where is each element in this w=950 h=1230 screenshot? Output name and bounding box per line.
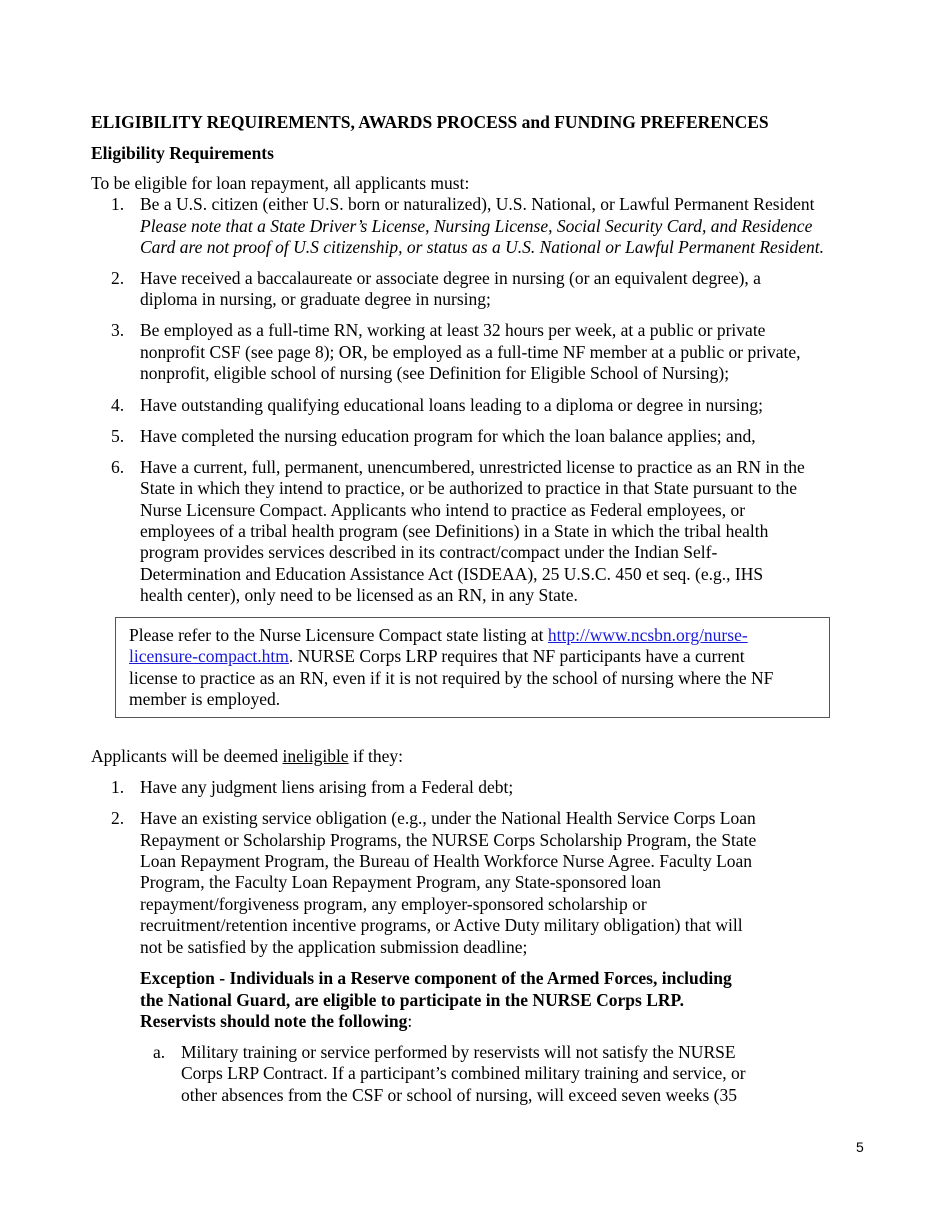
list-item-text: recruitment/retention incentive programs, or Active Duty military obligation) that will bbox=[140, 915, 743, 935]
ineligible-intro bbox=[91, 746, 403, 768]
notice-line: member is employed. bbox=[129, 689, 281, 709]
list-item-text: Have any judgment liens arising from a Federal debt; bbox=[140, 777, 514, 797]
list-item-text: Have an existing service obligation (e.g., under the National Health Service Corps Loan bbox=[140, 808, 756, 828]
list-item-text: diploma in nursing, or graduate degree in nursing; bbox=[140, 289, 491, 309]
exception-text: Reservists should note the following bbox=[140, 1011, 408, 1031]
list-number: 2. bbox=[111, 808, 125, 828]
list-item-text: Be employed as a full-time RN, working at least 32 hours per week, at a public or private bbox=[140, 320, 766, 340]
list-item-text: nonprofit CSF (see page 8); OR, be employed as a full-time NF member at a public or private, bbox=[140, 342, 801, 362]
list-number: 2. bbox=[111, 268, 125, 288]
ncsbn-link[interactable]: http://www.ncsbn.org/nurse- bbox=[547, 625, 748, 645]
list-item-text: employees of a tribal health program (see Definitions) in a State in which the tribal health bbox=[140, 521, 769, 541]
exception-text: the National Guard, are eligible to participate in the NURSE Corps LRP. bbox=[140, 990, 684, 1010]
list-item-text: Have a current, full, permanent, unencumbered, unrestricted license to practice as an RN in the bbox=[140, 457, 805, 477]
list-item-text: Determination and Education Assistance Act (ISDEAA), 25 U.S.C. 450 et seq. (e.g., IHS bbox=[140, 564, 764, 584]
list-number: 5. bbox=[111, 426, 125, 446]
list-item-text: Nurse Licensure Compact. Applicants who intend to practice as Federal employees, or bbox=[140, 500, 746, 520]
list-number: 1. bbox=[111, 777, 125, 797]
list-item-text: Program, the Faculty Loan Repayment Program, any State-sponsored loan bbox=[140, 872, 661, 892]
intro-text: To be eligible for loan repayment, all applicants must: bbox=[91, 173, 470, 193]
notice-prefix: Please refer to the Nurse Licensure Compact state listing at bbox=[129, 625, 548, 645]
list-item-text: Have outstanding qualifying educational loans leading to a diploma or degree in nursing; bbox=[140, 395, 764, 415]
subsection-heading: Eligibility Requirements bbox=[91, 143, 274, 163]
list-item-text: Loan Repayment Program, the Bureau of Health Workforce Nurse Agree. Faculty Loan bbox=[140, 851, 753, 871]
notice-line: license to practice as an RN, even if it is not required by the school of nursing where the NF bbox=[129, 668, 774, 688]
page-number: 5 bbox=[856, 1139, 864, 1155]
list-item-note: Card are not proof of U.S citizenship, or status as a U.S. National or Lawful Permanent Resident. bbox=[140, 237, 824, 257]
list-item-text: State in which they intend to practice, or be authorized to practice in that State pursuant to the bbox=[140, 478, 798, 498]
list-item-text: Be a U.S. citizen (either U.S. born or naturalized), U.S. National, or Lawful Permanent Resident bbox=[140, 194, 815, 214]
notice-line bbox=[129, 625, 748, 647]
exception-colon: : bbox=[407, 1011, 413, 1031]
section-heading: ELIGIBILITY REQUIREMENTS, AWARDS PROCESS and FUNDING PREFERENCES bbox=[91, 112, 769, 132]
list-item-text: Repayment or Scholarship Programs, the NURSE Corps Scholarship Program, the State bbox=[140, 830, 757, 850]
list-item-text: repayment/forgiveness program, any employer-sponsored scholarship or bbox=[140, 894, 647, 914]
ineligible-intro-pre: Applicants will be deemed bbox=[91, 746, 283, 766]
list-number: 1. bbox=[111, 194, 125, 214]
sub-list-text: Corps LRP Contract. If a participant’s combined military training and service, or bbox=[181, 1063, 746, 1083]
ncsbn-link-continued[interactable]: licensure-compact.htm bbox=[129, 646, 289, 666]
sub-list-letter: a. bbox=[153, 1042, 166, 1062]
list-number: 3. bbox=[111, 320, 125, 340]
list-item-text: health center), only need to be licensed as an RN, in any State. bbox=[140, 585, 578, 605]
list-item-note: Please note that a State Driver’s License, Nursing License, Social Security Card, and Residence bbox=[140, 216, 813, 236]
sub-list-text: Military training or service performed by reservists will not satisfy the NURSE bbox=[181, 1042, 736, 1062]
ineligible-word: ineligible bbox=[282, 746, 349, 766]
list-item-text: program provides services described in its contract/compact under the Indian Self- bbox=[140, 542, 718, 562]
notice-line bbox=[129, 646, 745, 668]
exception-last-line bbox=[140, 1011, 412, 1033]
list-item-text: Have received a baccalaureate or associate degree in nursing (or an equivalent degree), a bbox=[140, 268, 761, 288]
list-item-text: Have completed the nursing education program for which the loan balance applies; and, bbox=[140, 426, 756, 446]
ineligible-intro-post: if they: bbox=[348, 746, 404, 766]
sub-list-text: other absences from the CSF or school of nursing, will exceed seven weeks (35 bbox=[181, 1085, 737, 1105]
exception-text: Exception - Individuals in a Reserve component of the Armed Forces, including bbox=[140, 968, 732, 988]
list-number: 6. bbox=[111, 457, 125, 477]
list-item-text: nonprofit, eligible school of nursing (see Definition for Eligible School of Nursing); bbox=[140, 363, 730, 383]
list-number: 4. bbox=[111, 395, 125, 415]
notice-text: . NURSE Corps LRP requires that NF participants have a current bbox=[288, 646, 745, 666]
list-item-text: not be satisfied by the application submission deadline; bbox=[140, 937, 528, 957]
